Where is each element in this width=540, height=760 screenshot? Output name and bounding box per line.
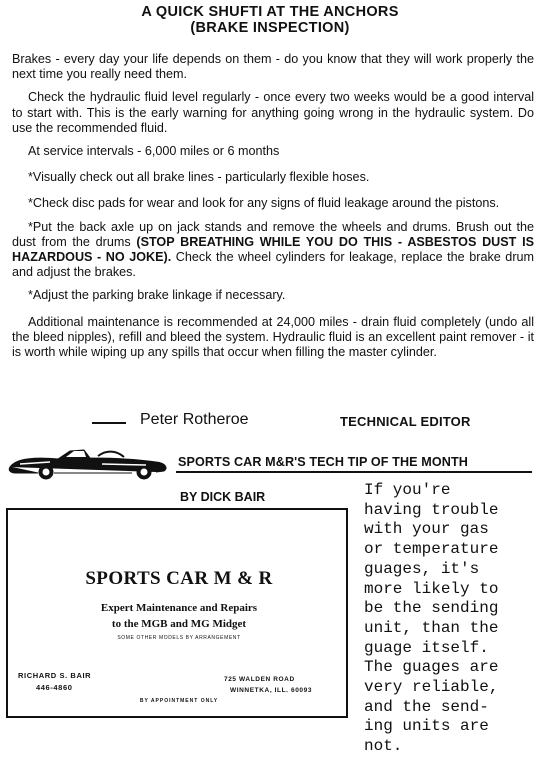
card-title: SPORTS CAR M & R bbox=[85, 568, 273, 589]
paragraph-parking-brake: *Adjust the parking brake linkage if necessary. bbox=[28, 288, 286, 303]
title-line-2: (BRAKE INSPECTION) bbox=[190, 20, 350, 36]
card-address-line-2: WINNETKA, ILL. 60093 bbox=[230, 687, 313, 694]
paragraph-back-axle bbox=[12, 220, 534, 281]
article-title bbox=[0, 4, 540, 36]
brake-article-body bbox=[12, 52, 534, 368]
tech-tip-text: If you're having trouble with your gas or temperature guages, it's more likely to be the sending unit, than the guage itself. The guages are very reliable, and the send- ing units are not. bbox=[364, 481, 499, 756]
paragraph-intro: Brakes - every day your life depends on them - do you know that they will work properly the next time you really need them. bbox=[12, 52, 534, 82]
tech-tip-byline: BY DICK BAIR bbox=[180, 490, 266, 504]
back-axle-text-1: *Put the back axle up on jack stands and remove the wheels and drums. Brush out the dust from the drums bbox=[12, 219, 534, 249]
card-address-line-1: 725 WALDEN ROAD bbox=[224, 676, 295, 683]
card-address bbox=[224, 674, 312, 696]
business-card bbox=[6, 508, 348, 718]
paragraph-fluid-check: Check the hydraulic fluid level regularly - once every two weeks would be a good interval to start with. This is the early warning for anything going wrong in the hydraulic system. Do use the recommended fluid. bbox=[12, 90, 534, 135]
author-name: Peter Rotheroe bbox=[140, 411, 249, 428]
paragraph-disc-pads: *Check disc pads for wear and look for any signs of fluid leakage around the pistons. bbox=[28, 196, 500, 211]
tech-tip-heading: SPORTS CAR M&R'S TECH TIP OF THE MONTH bbox=[178, 455, 468, 469]
card-appointment: BY APPOINTMENT ONLY bbox=[139, 698, 219, 704]
card-subtitle-1: Expert Maintenance and Repairs bbox=[100, 602, 258, 614]
card-subtitle-2: to the MGB and MG Midget bbox=[111, 618, 247, 630]
signature-line bbox=[0, 410, 540, 434]
title-line-1: A QUICK SHUFTI AT THE ANCHORS bbox=[141, 4, 399, 20]
card-fine-print: SOME OTHER MODELS BY ARRANGEMENT bbox=[117, 635, 241, 641]
asbestos-warning: (STOP BREATHING WHILE YOU DO THIS - ASBESTOS DUST IS HAZARDOUS - NO JOKE). bbox=[12, 234, 534, 265]
tech-tip-rule bbox=[176, 471, 532, 473]
back-axle-text-2: Check the wheel cylinders for leakage, replace the brake drum and adjust the brakes. bbox=[12, 250, 535, 280]
paragraph-brake-lines: *Visually check out all brake lines - particularly flexible hoses. bbox=[28, 170, 370, 185]
card-contact bbox=[18, 670, 91, 694]
paragraph-additional-maintenance: Additional maintenance is recommended at 24,000 miles - drain fluid completely (undo all the bleed nipples), refill and bleed the system. Hydraulic fluid is an excellent paint remover - it is worth while wiping up any spills that occur when filling the master cylinder. bbox=[12, 314, 534, 360]
sports-car-icon bbox=[6, 440, 170, 480]
signature-dash bbox=[92, 422, 126, 424]
card-contact-phone: 446-4860 bbox=[36, 683, 73, 692]
paragraph-service-intervals: At service intervals - 6,000 miles or 6 months bbox=[28, 144, 280, 159]
author-role: TECHNICAL EDITOR bbox=[340, 414, 471, 429]
card-contact-name: RICHARD S. BAIR bbox=[18, 671, 92, 680]
